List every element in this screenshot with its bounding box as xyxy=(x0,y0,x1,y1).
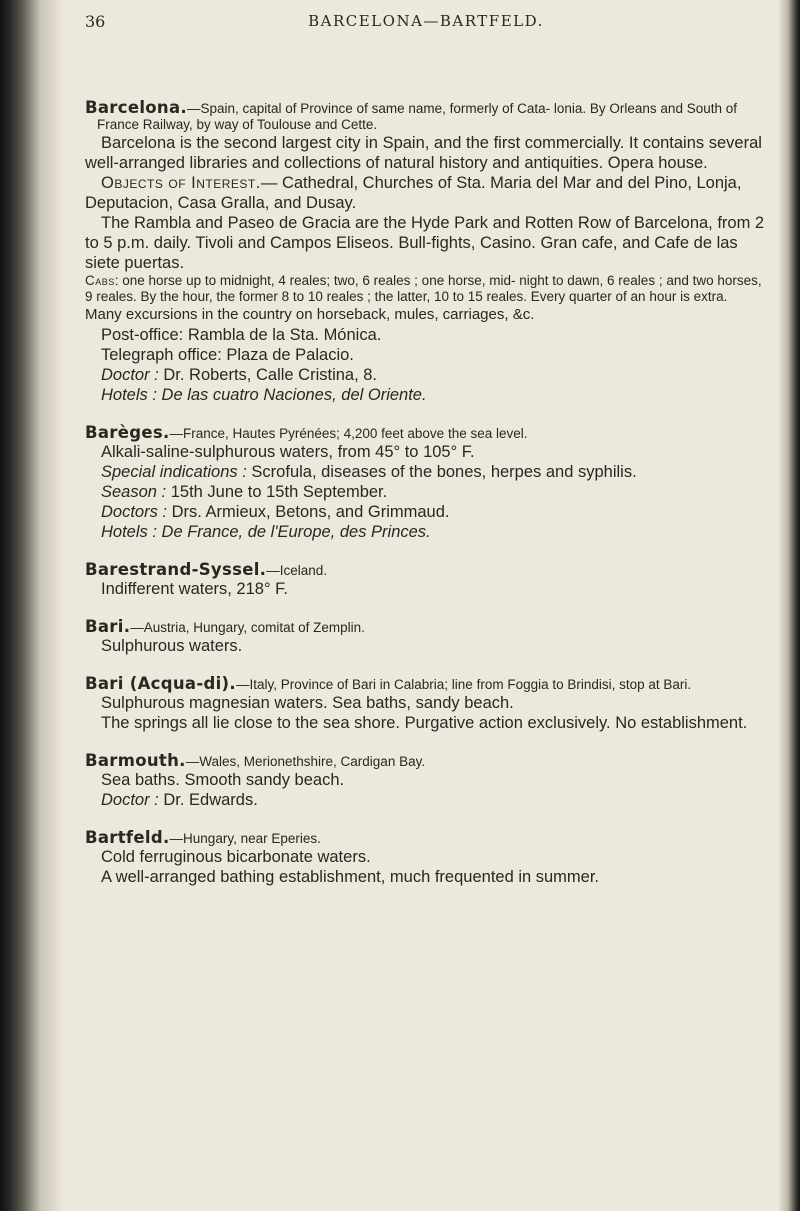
objects-of-interest xyxy=(85,173,767,213)
page-edge-shadow xyxy=(778,0,800,1211)
section-text: : one horse up to midnight, 4 reales; two, 6 reales ; one horse, mid- night to dawn, 6 reales ; and two horses, 9 reales. By the hour, the former 8 to 10 reales ; the latter, 10 to 15 reales. Every quarter of an hour is extra. xyxy=(85,273,762,304)
entry-paragraph: Cold ferruginous bicarbonate waters. xyxy=(101,848,371,866)
entry-lead xyxy=(85,830,767,847)
entry-title: Barcelona. xyxy=(85,98,187,117)
entry-bari-acqua-di xyxy=(85,676,767,733)
entry-paragraph: Sulphurous magnesian waters. Sea baths, sandy beach. xyxy=(101,694,514,712)
entry-title: Barèges. xyxy=(85,423,170,442)
doctor-info xyxy=(85,365,767,385)
entry-lead xyxy=(85,100,767,133)
entry-lead xyxy=(85,425,767,442)
section-text: : Plaza de Palacio. xyxy=(217,346,354,364)
section-label: Cabs xyxy=(85,273,115,288)
entry-bartfeld xyxy=(85,830,767,887)
entry-barestrand-syssel xyxy=(85,562,767,599)
entry-paragraph: The Rambla and Paseo de Gracia are the Hyde Park and Rotten Row of Barcelona, from 2 to 5 p.m. daily. Tivoli and Campos Eliseos. Bull-fights, Casino. Gran cafe, and Cafe de las siete puertas. xyxy=(85,214,765,272)
section-label: Objects of Interest. xyxy=(101,174,261,192)
entry-location: —Austria, Hungary, comitat of Zemplin. xyxy=(130,620,365,635)
entry-lead xyxy=(85,562,767,579)
entry-paragraph: Sea baths. Smooth sandy beach. xyxy=(101,771,345,789)
section-label: Season : xyxy=(101,483,167,501)
entry-title: Barmouth. xyxy=(85,751,186,770)
section-text: De France, de l'Europe, des Princes. xyxy=(156,523,431,541)
entry-lead xyxy=(85,753,767,770)
section-text: Drs. Armieux, Betons, and Grimmaud. xyxy=(167,503,450,521)
entry-title: Bari (Acqua-di). xyxy=(85,674,236,693)
special-indications xyxy=(85,462,767,482)
entry-title: Bari. xyxy=(85,617,131,636)
doctor-info xyxy=(85,790,767,810)
section-label: Hotels : xyxy=(101,523,157,541)
section-text: — Cathedral, Churches of Sta. Maria del Mar and del Pino, Lonja, Deputacion, Casa Gralla, and Dusay. xyxy=(85,174,742,212)
entry-paragraph: Alkali-saline-sulphurous waters, from 45° to 105° F. xyxy=(101,443,475,461)
entry-location: —Italy, Province of Bari in Calabria; line from Foggia to Brindisi, stop at Bari. xyxy=(235,677,692,692)
section-label: Post-office xyxy=(101,326,179,344)
post-office xyxy=(85,325,767,345)
entry-location: —Iceland. xyxy=(266,563,328,578)
entry-bareges xyxy=(85,425,767,542)
entry-paragraph: Sulphurous waters. xyxy=(101,637,243,655)
season-info xyxy=(85,482,767,502)
entry-title: Barestrand-Syssel. xyxy=(85,560,267,579)
entry-location: —Wales, Merionethshire, Cardigan Bay. xyxy=(185,754,426,769)
doctors-info xyxy=(85,502,767,522)
entry-lead xyxy=(85,676,767,693)
section-label: Doctors : xyxy=(101,503,168,521)
cabs-info xyxy=(85,273,767,305)
telegraph-office xyxy=(85,345,767,365)
section-label: Doctor : xyxy=(101,791,159,809)
running-head: BARCELONA—BARTFELD. xyxy=(308,12,544,30)
section-label: Doctor : xyxy=(101,366,159,384)
book-spine-shadow xyxy=(0,0,64,1211)
entry-paragraph: Many excursions in the country on horseback, mules, carriages, &c. xyxy=(85,306,535,323)
entry-location: —Hungary, near Eperies. xyxy=(169,831,321,846)
entry-paragraph: A well-arranged bathing establishment, much frequented in summer. xyxy=(101,868,600,886)
section-text: Dr. Roberts, Calle Cristina, 8. xyxy=(158,366,378,384)
section-text: Dr. Edwards. xyxy=(158,791,258,809)
page-number: 36 xyxy=(85,12,106,31)
entry-paragraph: The springs all lie close to the sea shore. Purgative action exclusively. No establishment. xyxy=(101,714,748,732)
page-header xyxy=(85,8,767,38)
section-text: De las cuatro Naciones, del Oriente. xyxy=(156,386,427,404)
entry-barmouth xyxy=(85,753,767,810)
entry-paragraph: Barcelona is the second largest city in Spain, and the first commercially. It contains several well-arranged libraries and collections of natural history and antiquities. Opera house. xyxy=(85,134,762,172)
entry-lead xyxy=(85,619,767,636)
section-label: Special indications : xyxy=(101,463,247,481)
entry-paragraph: Indifferent waters, 218° F. xyxy=(101,580,288,598)
book-page xyxy=(85,8,767,907)
section-text: Scrofula, diseases of the bones, herpes and syphilis. xyxy=(246,463,637,481)
entry-bari xyxy=(85,619,767,656)
section-text: 15th June to 15th September. xyxy=(166,483,388,501)
hotels-info xyxy=(85,522,767,542)
hotels-info xyxy=(85,385,767,405)
entry-barcelona xyxy=(85,100,767,405)
entry-location: —Spain, capital of Province of same name, formerly of Cata- lonia. By Orleans and South of France Railway, by way of Toulouse and Cette. xyxy=(97,101,737,132)
entry-title: Bartfeld. xyxy=(85,828,170,847)
section-text: : Rambla de la Sta. Mónica. xyxy=(178,326,382,344)
entry-location: —France, Hautes Pyrénées; 4,200 feet above the sea level. xyxy=(169,426,528,441)
section-label: Hotels : xyxy=(101,386,157,404)
section-label: Telegraph office xyxy=(101,346,218,364)
